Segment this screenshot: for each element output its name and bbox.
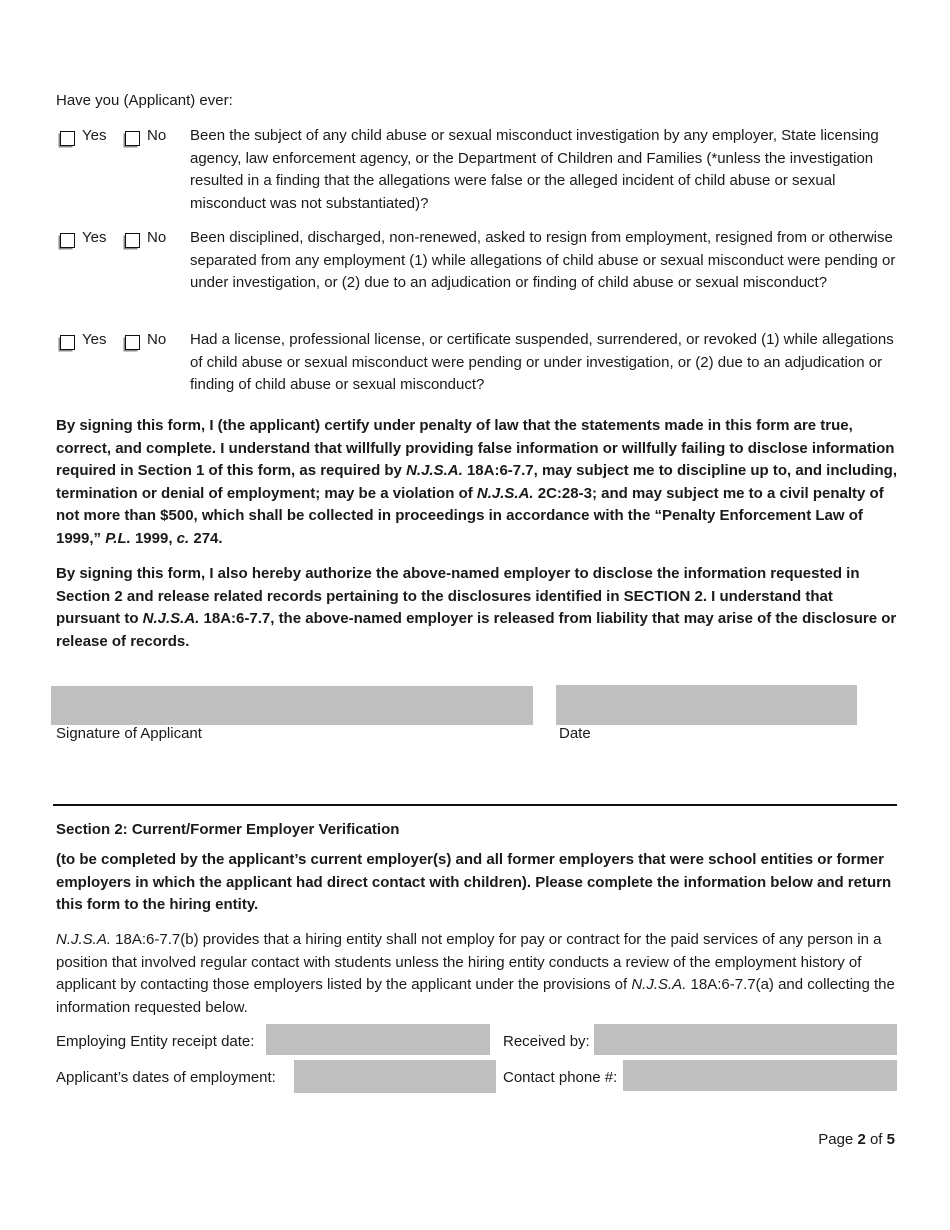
q2-yes-checkbox[interactable]	[60, 233, 75, 248]
receipt-date-field[interactable]	[266, 1024, 490, 1055]
q1-question-text: Been the subject of any child abuse or sexual misconduct investigation by any employer, State licensing agency, law enforcement agency, or the Department of Children and Families (*unless the investigation resulted in a finding that the allegations were false or the alleged incident of child abuse or sexual misconduct was not substantiated)?	[190, 127, 879, 212]
receipt-date-label: Employing Entity receipt date:	[56, 1033, 255, 1050]
q1-no-label: No	[147, 127, 167, 144]
q2-yes-label: Yes	[82, 229, 107, 246]
signature-field[interactable]	[51, 686, 533, 725]
date-field[interactable]	[556, 685, 857, 725]
received-by-label: Received by:	[503, 1033, 590, 1050]
certification-paragraph: By signing this form, I (the applicant) certify under penalty of law that the statements made in this form are true, correct, and complete. I understand that willfully providing false information or willfully failing to disclose information required in Section 1 of this form, as required by N.J.S.A. 18A:6-7.7, may subject me to discipline up to, and including, termination or denial of employment; may be a violation of N.J.S.A. 2C:28-3; and may subject me to a civil penalty of not more than $500, which shall be collected in proceedings in accordance with the “Penalty Enforcement Law of 1999,” P.L. 1999, c. 274.	[56, 417, 898, 547]
q3-no-checkbox[interactable]	[125, 335, 140, 350]
q3-no-label: No	[147, 331, 167, 348]
contact-phone-label: Contact phone #:	[503, 1069, 618, 1086]
q3-yes-checkbox[interactable]	[60, 335, 75, 350]
q1-yes-label: Yes	[82, 127, 107, 144]
contact-phone-field[interactable]	[623, 1060, 897, 1091]
q3-question-text: Had a license, professional license, or certificate suspended, surrendered, or revoked (1) while allegations of child abuse or sexual misconduct were pending or under investigation, or (2) due to an adjudication or finding of child abuse or sexual misconduct?	[190, 331, 894, 393]
authorization-paragraph: By signing this form, I also hereby authorize the above-named employer to disclose the information requested in Section 2 and release related records pertaining to the disclosures identified in SECTION 2. I understand that pursuant to N.J.S.A. 18A:6-7.7, the above-named employer is released from liability that may arise of the disclosure or release of records.	[56, 565, 897, 650]
section2-instructions: (to be completed by the applicant’s current employer(s) and all former employers that were school entities or former employers in which the applicant had direct contact with children). Please complete the information below and return this form to the hiring entity.	[56, 851, 892, 913]
page-number: Page 2 of 5	[818, 1131, 895, 1148]
section-divider	[53, 804, 897, 806]
q1-yes-checkbox[interactable]	[60, 131, 75, 146]
section2-title: Section 2: Current/Former Employer Verification	[56, 821, 400, 838]
q1-no-checkbox[interactable]	[125, 131, 140, 146]
q2-question-text: Been disciplined, discharged, non-renewed, asked to resign from employment, resigned from or otherwise separated from any employment (1) while allegations of child abuse or sexual misconduct were pending or under investigation, or (2) due to an adjudication or finding of child abuse or sexual misconduct?	[190, 229, 896, 291]
q2-no-checkbox[interactable]	[125, 233, 140, 248]
signature-label: Signature of Applicant	[56, 725, 202, 742]
section2-statute-text: N.J.S.A. 18A:6-7.7(b) provides that a hiring entity shall not employ for pay or contract for the paid services of any person in a position that involved regular contact with students unless the hiring entity conducts a review of the employment history of applicant by contacting those employers listed by the applicant under the provisions of N.J.S.A. 18A:6-7.7(a) and collecting the information requested below.	[56, 931, 895, 1016]
received-by-field[interactable]	[594, 1024, 897, 1055]
dates-employment-label: Applicant’s dates of employment:	[56, 1069, 276, 1086]
intro-text: Have you (Applicant) ever:	[56, 92, 233, 109]
q3-yes-label: Yes	[82, 331, 107, 348]
q2-no-label: No	[147, 229, 167, 246]
dates-employment-field[interactable]	[294, 1060, 496, 1093]
date-label: Date	[559, 725, 591, 742]
